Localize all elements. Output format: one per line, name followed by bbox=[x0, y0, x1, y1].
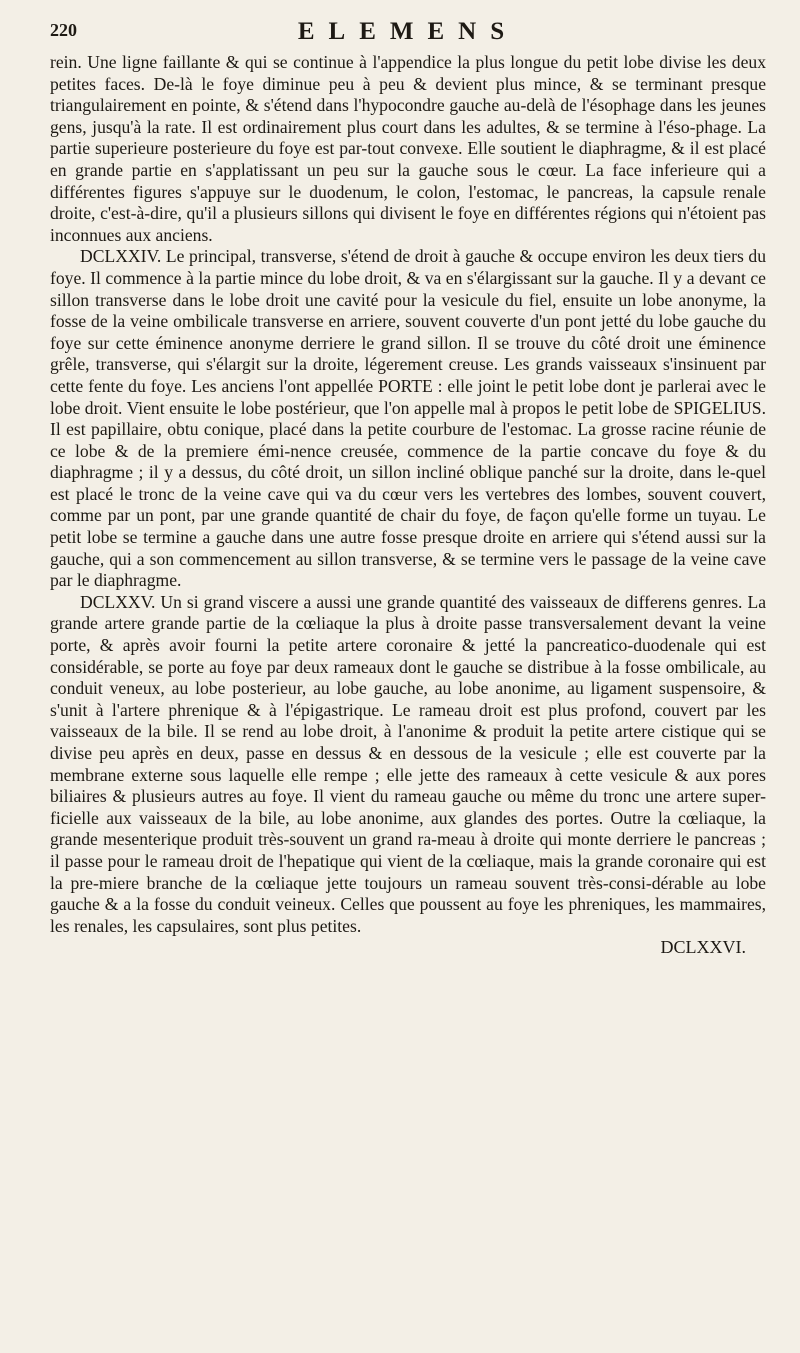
paragraph-dclxxv: DCLXXV. Un si grand viscere a aussi une grande quantité des vaisseaux de differens genres. La grande artere grande partie de la cœliaque la plus à droite passe transversalement devant la veine porte, & après avoir fourni la petite artere coronaire & jetté la pancreatico-duodenale qui est considérable, se porte au foye par deux rameaux dont le gauche se distribue à la fosse ombilicale, au conduit veneux, au lobe posterieur, au lobe gauche, au lobe anonime, au ligament suspensoire, & s'unit à l'artere phrenique & à l'épigastrique. Le rameau droit est plus profond, couvert par les vaisseaux de la bile. Il se rend au lobe droit, à l'anonime & produit la petite artere cistique qui se divise peu après en deux, passe en dessus & en dessous de la vesicule ; elle est couverte par la membrane externe sous laquelle elle rempe ; elle jette des rameaux à cette vesicule & aux pores biliaires & plusieurs autres au foye. Il vient du rameau gauche ou même du tronc une artere super-ficielle aux vaisseaux de la bile, au lobe anonime, aux glandes des portes. Outre la cœliaque, la grande mesenterique produit très-souvent un grand ra-meau à droite qui monte derriere le pancreas ; il passe pour le rameau droit de l'hepatique qui vient de la cœliaque, mais la grande coronaire qui est la pre-miere branche de la cœliaque jette toujours un rameau souvent très-consi-dérable au lobe gauche & a la fosse du conduit veineux. Celles que poussent au foye les phreniques, les mammaires, les renales, les capsulaires, sont plus petites. bbox=[50, 591, 766, 936]
page-header bbox=[50, 18, 766, 52]
catchword: DCLXXVI. bbox=[660, 937, 746, 958]
page-number: 220 bbox=[50, 20, 77, 40]
running-title: ELEMENS bbox=[297, 18, 519, 45]
body-text bbox=[50, 52, 766, 937]
paragraph-dclxxiv: DCLXXIV. Le principal, transverse, s'étend de droit à gauche & occupe environ les deux tiers du foye. Il commence à la partie mince du lobe droit, & va en s'élargissant sur la gauche. Il y a devant ce sillon transverse dans le lobe droit une cavité pour la vesicule du fiel, ensuite un lobe anonyme, la fosse de la veine ombilicale transverse en arriere, souvent couverte d'un pont jetté du lobe gauche du foye sur cette éminence anonyme derriere le grand sillon. Il se trouve du côté droit une éminence grêle, transverse, qui s'élargit sur la droite, légerement creuse. Les grands vaisseaux s'insinuent par cette fente du foye. Les anciens l'ont appellée PORTE : elle joint le petit lobe dont je parlerai avec le lobe droit. Vient ensuite le lobe postérieur, que l'on appelle mal à propos le petit lobe de SPIGELIUS. Il est papillaire, obtu conique, placé dans la petite courbure de l'estomac. La grosse racine réunie de ce lobe & de la premiere émi-nence creusée, commence de la partie concave du foye & du diaphragme ; il y a dessus, du côté droit, un sillon incliné oblique panché sur la droite, dans le-quel est placé le tronc de la veine cave qui va du cœur vers les vertebres des lombes, souvent couvert, comme par un pont, par une grande quantité de chair du foye, de façon qu'elle forme un tuyau. Le petit lobe se termine a gauche dans une autre fosse presque droite en arriere qui s'étend aussi sur la gauche, qui a son commencement au sillon transverse, & se termine vers le passage de la veine cave par le diaphragme. bbox=[50, 246, 766, 591]
paragraph-continuation: rein. Une ligne faillante & qui se continue à l'appendice la plus longue du petit lobe divise les deux petites faces. De-là le foye diminue peu à peu & devient plus mince, & se terminant presque triangulairement en pointe, & s'étend dans l'hypocondre gauche au-delà de l'ésophage dans les jeunes gens, jusqu'à la rate. Il est ordinairement plus court dans les adultes, & se termine à l'éso-phage. La partie superieure posterieure du foye est par-tout convexe. Elle soutient le diaphragme, & il est placé en grande partie en s'applatissant un peu sur la gauche sous le cœur. La face inferieure qui a différentes figures s'appuye sur le duodenum, le colon, l'estomac, le pancreas, la capsule renale droite, c'est-à-dire, qu'il a plusieurs sillons qui divisent le foye en différentes régions qui n'étoient pas inconnues aux anciens. bbox=[50, 52, 766, 245]
